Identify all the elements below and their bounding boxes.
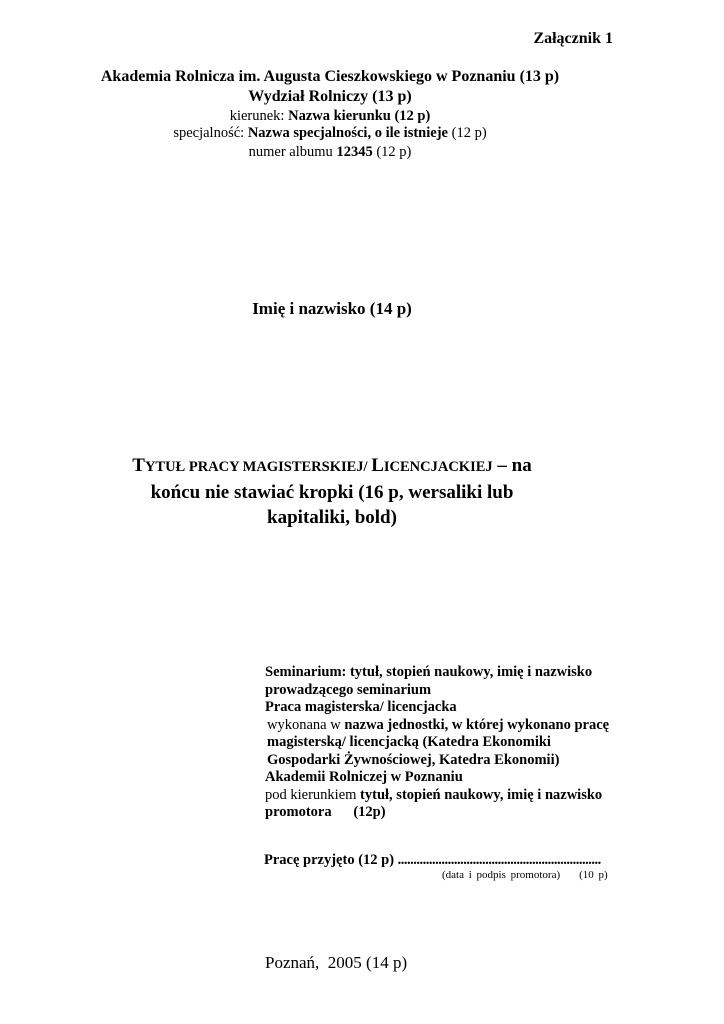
title-smallcaps-2: ICENCJACKIEJ [383, 459, 493, 475]
title-cap-1: T [132, 455, 145, 476]
album-prefix: numer albumu [248, 144, 337, 160]
signature-dots: ................................................................. [397, 852, 601, 868]
album-suffix: (12 p) [372, 144, 412, 160]
seminar-line-4-prefix: wykonana w [267, 716, 345, 733]
field-value: Nazwa kierunku (12 p) [288, 108, 431, 124]
seminar-line-5: magisterską/ licencjacką (Katedra Ekonomiki [267, 734, 551, 750]
seminar-line-9: promotora (12p) [265, 804, 386, 820]
album-number [0, 144, 692, 161]
specialty-suffix: (12 p) [447, 125, 487, 141]
seminar-line-8 [265, 787, 625, 805]
title-smallcaps-1: YTUŁ PRACY MAGISTERSKIEJ/ [144, 459, 372, 475]
faculty-name: Wydział Rolniczy (13 p) [248, 88, 412, 105]
seminar-line-6: Gospodarki Żywnościowej, Katedra Ekonomii) [267, 751, 560, 768]
seminar-line-3: Praca magisterska/ licencjacka [265, 699, 457, 715]
specialty-value: Nazwa specjalności, o ile istnieje [247, 125, 448, 141]
accepted-line [264, 852, 601, 869]
attachment-label: Załącznik 1 [533, 30, 613, 47]
seminar-line-8-prefix: pod kierunkiem [265, 786, 361, 803]
title-rest-1: – na [492, 455, 532, 476]
seminar-line-1: Seminarium: tytuł, stopień naukowy, imię i nazwisko [265, 664, 593, 680]
seminar-block [265, 664, 625, 822]
specialty [0, 125, 692, 142]
title-line-1 [0, 453, 694, 480]
thesis-title [0, 453, 694, 530]
seminar-line-7: Akademii Rolniczej w Poznaniu [265, 769, 463, 785]
field-of-study [0, 108, 692, 125]
seminar-line-4-bold: nazwa jednostki, w której wykonano pracę [344, 716, 610, 733]
seminar-line-8-bold: tytuł, stopień naukowy, imię i nazwisko [360, 786, 603, 803]
accepted-label: Pracę przyjęto (12 p) [264, 852, 398, 868]
seminar-line-4 [265, 717, 625, 735]
university-name: Akademia Rolnicza im. Augusta Cieszkowskiego w Poznaniu (13 p) [100, 68, 560, 85]
signature-note: (data i podpis promotora) (10 p) [442, 869, 608, 881]
seminar-line-2: prowadzącego seminarium [265, 681, 432, 698]
specialty-prefix: specjalność: [173, 125, 248, 141]
author-name: Imię i nazwisko (14 p) [252, 299, 412, 318]
title-line-2: końcu nie stawiać kropki (16 p, wersaliki lub [150, 482, 514, 503]
album-value: 12345 [336, 144, 373, 160]
title-cap-2: L [371, 455, 384, 476]
place-date: Poznań, 2005 (14 p) [265, 953, 408, 972]
title-line-3: kapitaliki, bold) [267, 507, 397, 528]
field-prefix: kierunek: [229, 108, 289, 124]
